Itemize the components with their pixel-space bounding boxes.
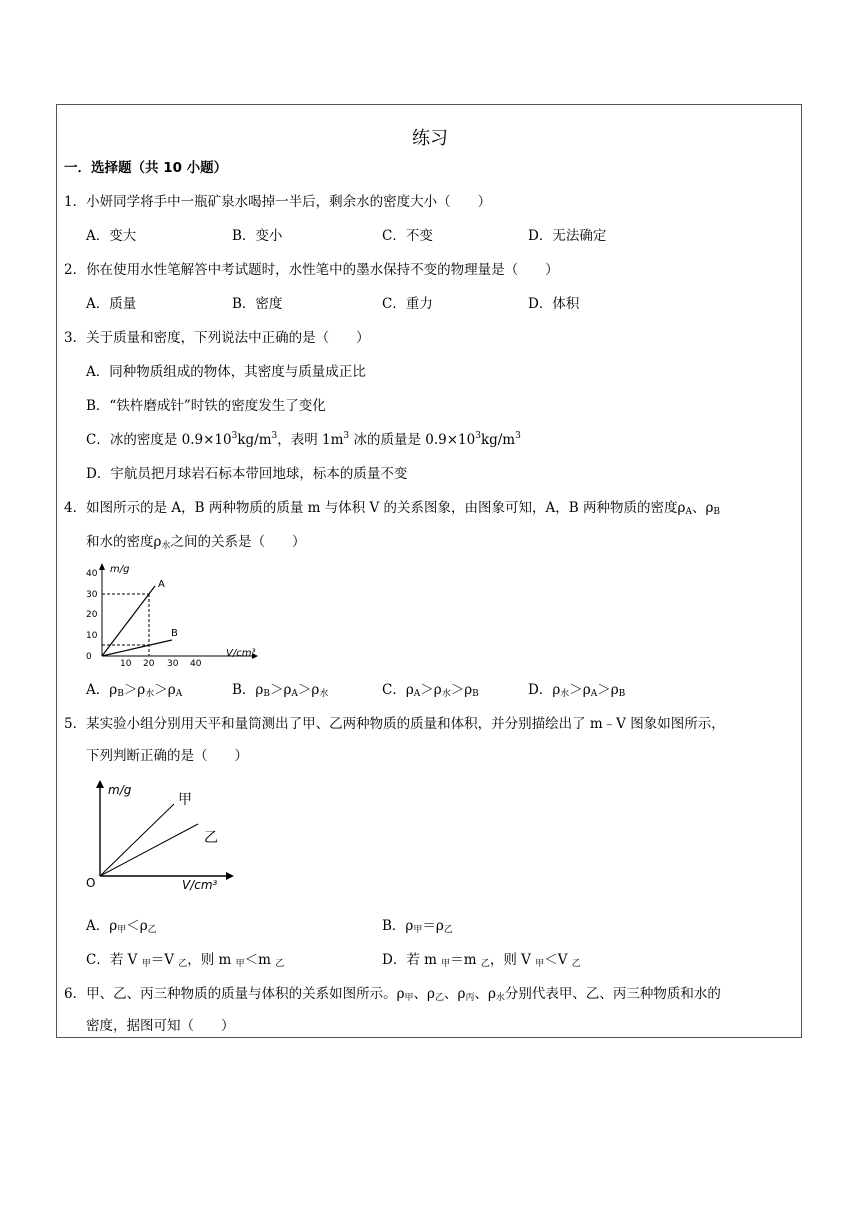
text: 、ρ: [474, 986, 496, 1002]
text: ＞ρ: [569, 682, 591, 698]
q3-option-d[interactable]: D．宇航员把月球岩石标本带回地球，标本的质量不变: [86, 466, 408, 482]
line-jia: [100, 804, 174, 876]
text: ＝V: [150, 952, 179, 968]
y-tick: 40: [86, 569, 98, 579]
q4-option-a[interactable]: [86, 678, 182, 699]
q4-option-b[interactable]: [232, 678, 328, 699]
q4-option-c[interactable]: [382, 678, 479, 699]
sub: 甲: [117, 925, 127, 935]
q6-stem-line1: [64, 982, 721, 1003]
sub: 水: [161, 541, 171, 551]
sup: 3: [343, 431, 350, 441]
section-heading: 一．选择题（共 10 小题）: [64, 160, 228, 176]
x-tick: 30: [167, 659, 179, 668]
q1-option-d[interactable]: D．无法确定: [528, 228, 607, 244]
sub: B: [117, 689, 124, 699]
sup: 3: [271, 431, 278, 441]
text: 、ρ: [691, 500, 714, 516]
text: ρ: [552, 682, 561, 698]
sub: 乙: [571, 959, 581, 969]
q3-option-a[interactable]: A．同种物质组成的物体，其密度与质量成正比: [86, 364, 366, 380]
text: ρ: [405, 918, 414, 934]
x-axis-label: V/cm³: [226, 648, 256, 659]
q3-option-b[interactable]: B．“铁杵磨成针”时铁的密度发生了变化: [86, 398, 326, 414]
sub: 甲: [441, 959, 451, 969]
text: 6．甲、乙、丙三种物质的质量与体积的关系如图所示。ρ: [64, 986, 405, 1002]
text: C．冰的密度是 0.9×10: [86, 432, 232, 448]
text: ＜ρ: [126, 918, 148, 934]
y-axis-label: m/g: [108, 783, 132, 797]
text: ＜V: [544, 952, 572, 968]
text: 4．如图所示的是 A，B 两种物质的质量 m 与体积 V 的关系图象，由图象可知，A，B 两种物质的密度ρ: [64, 500, 686, 516]
x-tick: 40: [190, 659, 202, 668]
text: ＞ρ: [450, 682, 473, 698]
x-axis-arrow: [226, 872, 234, 880]
sub: 乙: [443, 925, 453, 935]
text: C．: [382, 682, 406, 698]
q4-stem-line1: [64, 496, 720, 517]
y-axis-arrow: [96, 780, 104, 788]
text: ρ: [405, 682, 414, 698]
q2-stem: 2．你在使用水性笔解答中考试题时，水性笔中的墨水保持不变的物理量是（ ）: [64, 262, 559, 278]
sub: 甲: [235, 959, 245, 969]
text: ，表明 1m: [277, 432, 344, 448]
sup: 3: [475, 431, 481, 441]
text: 冰的质量是 0.9×10: [349, 432, 476, 448]
text: ＜m: [244, 952, 276, 968]
text: B．: [232, 682, 256, 698]
q4-option-d[interactable]: [528, 678, 625, 699]
text: 、ρ: [413, 986, 435, 1002]
line-a-label: A: [158, 579, 165, 590]
q5-option-d[interactable]: [382, 948, 581, 969]
text: 之间的关系是（ ）: [170, 534, 306, 550]
text: 若 V: [109, 952, 142, 968]
text: ＞ρ: [597, 682, 619, 698]
y-axis-label: m/g: [110, 564, 130, 575]
text: ρ: [255, 682, 264, 698]
sub: 乙: [178, 959, 188, 969]
sub: B: [263, 689, 270, 699]
q5-option-b[interactable]: [382, 914, 453, 935]
sub: 水: [495, 993, 505, 1003]
text: A．: [86, 918, 110, 934]
text: ＞ρ: [123, 682, 146, 698]
q6-stem-line2: 密度，据图可知（ ）: [86, 1018, 235, 1034]
text: ＝m: [450, 952, 481, 968]
line-yi: [100, 824, 198, 876]
q1-option-b[interactable]: B．变小: [232, 228, 283, 244]
line-yi-label: 乙: [204, 830, 218, 846]
q4-stem-line2: [86, 530, 305, 551]
sub: 乙: [275, 959, 285, 969]
q2-option-d[interactable]: D．体积: [528, 296, 580, 312]
sub: 水: [145, 689, 155, 699]
text: C．: [86, 952, 110, 968]
q4-mass-volume-graph: [84, 560, 284, 668]
text: kg/m: [237, 432, 272, 448]
sup: 3: [231, 431, 238, 441]
sub: A: [590, 689, 598, 699]
text: ＝ρ: [422, 918, 444, 934]
y-tick: 30: [86, 590, 98, 600]
text: B．: [382, 918, 406, 934]
text: A．: [86, 682, 110, 698]
q5-mass-volume-graph: [84, 776, 244, 898]
sub: A: [685, 507, 692, 517]
text: 分别代表甲、乙、丙三种物质和水的: [504, 986, 721, 1002]
line-b-label: B: [171, 628, 178, 639]
origin-label: O: [86, 876, 96, 890]
q2-option-b[interactable]: B．密度: [232, 296, 283, 312]
q5-stem-line2: 下列判断正确的是（ ）: [86, 748, 248, 764]
page-title: 练习: [412, 128, 448, 149]
q5-option-c[interactable]: [86, 948, 284, 969]
text: ＞ρ: [269, 682, 292, 698]
q1-option-c[interactable]: C．不变: [382, 228, 433, 244]
sub: 水: [441, 689, 451, 699]
q5-stem-line1: 5．某实验小组分别用天平和量筒测出了甲、乙两种物质的质量和体积，并分别描绘出了 m﹣V 图象如图所示，: [64, 716, 725, 732]
sub: 甲: [404, 993, 414, 1003]
text: 和水的密度ρ: [86, 534, 162, 550]
sup: 3: [515, 431, 521, 441]
sub: 丙: [465, 993, 475, 1003]
text: D．: [528, 682, 553, 698]
sub: A: [291, 689, 298, 699]
text: ，则 V: [489, 952, 536, 968]
text: ρ: [109, 918, 118, 934]
y-tick: 20: [86, 610, 98, 620]
text: ＞ρ: [420, 682, 442, 698]
text: D．: [382, 952, 407, 968]
y-tick: 0: [86, 652, 92, 662]
sub: A: [413, 689, 421, 699]
x-tick: 10: [120, 659, 132, 668]
sub: 甲: [413, 925, 423, 935]
sub: B: [618, 689, 626, 699]
text: ＞ρ: [297, 682, 320, 698]
sub: 甲: [535, 959, 545, 969]
sub: 甲: [141, 959, 151, 969]
sub: 乙: [480, 959, 490, 969]
sub: 乙: [147, 925, 157, 935]
sub: A: [175, 689, 183, 699]
q2-option-a[interactable]: A．质量: [86, 296, 137, 312]
line-jia-label: 甲: [178, 792, 192, 808]
y-axis-arrow: [99, 563, 105, 570]
x-tick: 20: [143, 659, 155, 668]
text: ＞ρ: [154, 682, 176, 698]
text: ，则 m: [187, 952, 236, 968]
q2-option-c[interactable]: C．重力: [382, 296, 433, 312]
text: 若 m: [406, 952, 442, 968]
q3-stem: 3．关于质量和密度，下列说法中正确的是（ ）: [64, 330, 370, 346]
q1-stem: 1．小妍同学将手中一瓶矿泉水喝掉一半后，剩余水的密度大小（ ）: [64, 194, 492, 210]
sub: 水: [560, 689, 570, 699]
q3-option-c[interactable]: [86, 428, 521, 448]
text: kg/m: [480, 432, 516, 448]
sub: B: [472, 689, 479, 699]
sub: 水: [319, 689, 329, 699]
sub: B: [713, 507, 721, 517]
x-axis-label: V/cm³: [182, 878, 218, 892]
sub: 乙: [434, 993, 444, 1003]
q5-option-a[interactable]: [86, 914, 157, 935]
y-tick: 10: [86, 631, 98, 641]
text: ρ: [109, 682, 118, 698]
text: 、ρ: [444, 986, 466, 1002]
q1-option-a[interactable]: A．变大: [86, 228, 137, 244]
